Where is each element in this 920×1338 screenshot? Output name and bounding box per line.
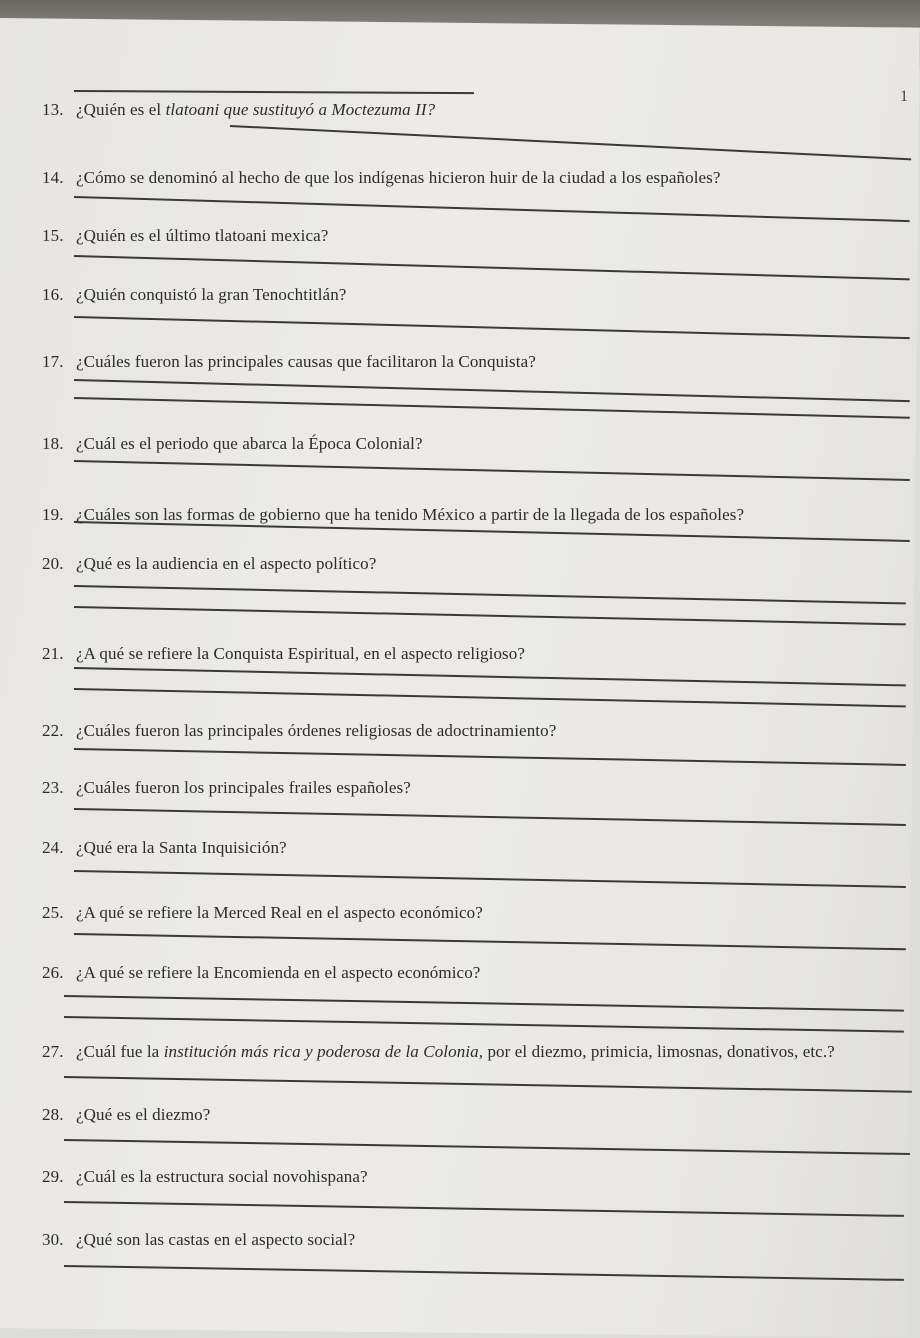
question-21: 21. ¿A qué se refiere la Conquista Espiritual, en el aspecto religioso? (42, 644, 526, 663)
question-24: 24. ¿Qué era la Santa Inquisición? (42, 838, 287, 857)
question-28: 28. ¿Qué es el diezmo? (42, 1105, 211, 1124)
question-16: 16. ¿Quién conquistó la gran Tenochtitlán? (42, 285, 347, 304)
question-14: 14. ¿Cómo se denominó al hecho de que los indígenas hicieron huir de la ciudad a los españoles? (42, 168, 721, 187)
question-17: 17. ¿Cuáles fueron las principales causas que facilitaron la Conquista? (42, 352, 536, 371)
question-25: 25. ¿A qué se refiere la Merced Real en el aspecto económico? (42, 903, 483, 922)
question-30: 30. ¿Qué son las castas en el aspecto social? (42, 1230, 356, 1249)
question-27: 27. ¿Cuál fue la institución más rica y poderosa de la Colonia, por el diezmo, primicia, limosnas, donativos, etc.? (42, 1042, 835, 1061)
page-number: 1 (900, 88, 908, 105)
question-13: 13. ¿Quién es el tlatoani que sustituyó a Moctezuma II? (42, 100, 436, 119)
question-22: 22. ¿Cuáles fueron las principales órdenes religiosas de adoctrinamiento? (42, 721, 557, 740)
question-29: 29. ¿Cuál es la estructura social novohispana? (42, 1167, 368, 1186)
question-23: 23. ¿Cuáles fueron los principales frailes españoles? (42, 778, 411, 797)
question-26: 26. ¿A qué se refiere la Encomienda en el aspecto económico? (42, 963, 481, 982)
question-19: 19. ¿Cuáles son las formas de gobierno que ha tenido México a partir de la llegada de los españoles? (42, 505, 745, 524)
question-18: 18. ¿Cuál es el periodo que abarca la Época Colonial? (42, 434, 423, 453)
question-20: 20. ¿Qué es la audiencia en el aspecto político? (42, 554, 377, 573)
question-15: 15. ¿Quién es el último tlatoani mexica? (42, 226, 329, 245)
